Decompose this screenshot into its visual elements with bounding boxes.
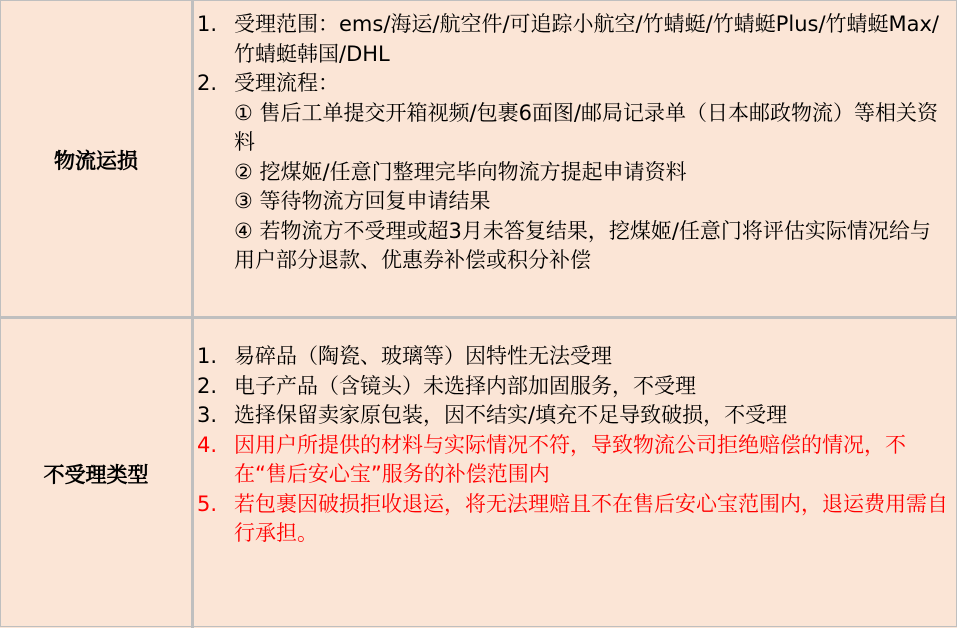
list-item — [197, 10, 950, 69]
list-item — [197, 69, 950, 99]
list-text: 因用户所提供的材料与实际情况不符，导致物流公司拒绝赔偿的情况，不在“售后安心宝”服务的补偿范围内 — [234, 432, 906, 486]
row-label-logistics-damage: 物流运损 — [54, 149, 138, 173]
list-number: 2. — [197, 373, 218, 398]
row-content-not-accepted — [197, 342, 950, 549]
list-number: 5. — [197, 491, 218, 516]
list-item-warning — [197, 490, 950, 549]
list-item — [197, 401, 950, 431]
process-step-3: ③ 等待物流方回复申请结果 — [234, 189, 491, 213]
list-text: 受理流程： — [234, 71, 339, 95]
row-content-logistics-damage — [197, 10, 950, 276]
table-row-not-accepted — [1, 319, 957, 628]
process-step-4: ④ 若物流方不受理或超3月未答复结果，挖煤姬/任意门将评估实际情况给与用户部分退款、优惠券补偿或积分补偿 — [234, 218, 931, 272]
list-number: 3. — [197, 403, 218, 427]
list-number: 4. — [197, 432, 218, 457]
list-number: 2. — [197, 71, 218, 95]
row-label-not-accepted: 不受理类型 — [43, 462, 149, 487]
list-item — [197, 372, 950, 402]
list-number: 1. — [197, 344, 218, 368]
list-text: 若包裹因破损拒收退运，将无法理赔且不在售后安心宝范围内，退运费用需自行承担。 — [234, 491, 948, 545]
list-item — [197, 342, 950, 372]
process-step-2: ② 挖煤姬/任意门整理完毕向物流方提起申请资料 — [234, 159, 687, 184]
list-text: 易碎品（陶瓷、玻璃等）因特性无法受理 — [234, 344, 612, 368]
list-text: 受理范围：ems/海运/航空件/可追踪小航空/竹蜻蜓/竹蜻蜓Plus/竹蜻蜓Max/竹蜻蜓韩国/DHL — [234, 12, 940, 66]
list-number: 1. — [197, 12, 218, 36]
list-item-warning — [197, 431, 950, 490]
list-text: 选择保留卖家原包装，因不结实/填充不足导致破损，不受理 — [234, 403, 788, 427]
column-divider — [191, 1, 194, 628]
process-step-1: ① 售后工单提交开箱视频/包裹6面图/邮局记录单（日本邮政物流）等相关资料 — [234, 100, 939, 154]
table-row-logistics-damage — [1, 1, 957, 319]
list-text: 电子产品（含镜头）未选择内部加固服务，不受理 — [234, 373, 696, 398]
